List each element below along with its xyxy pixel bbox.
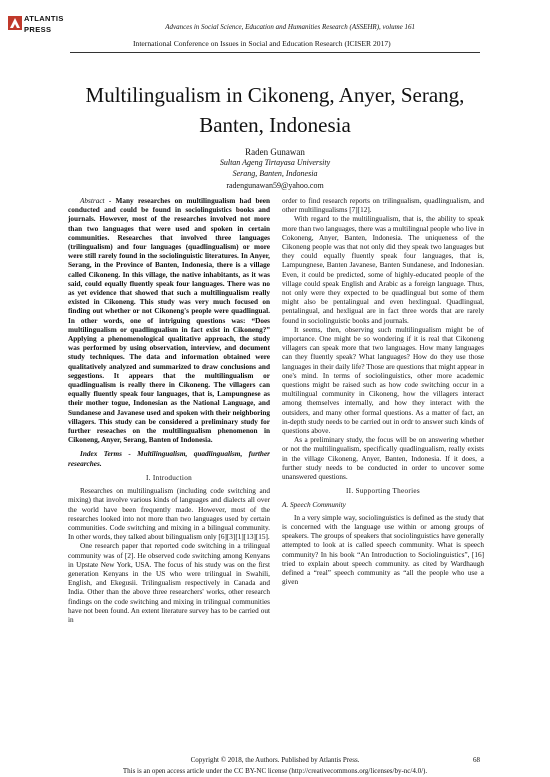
logo-text-line1: ATLANTIS — [24, 14, 64, 23]
abstract-text: - Many researches on multilingualism had been conducted and could be found in sociolinguistics books and journals. However, most of the researches involved not more than two languages that were used and spoken in certain communities. Researches that involved three languages (trilingualism) and four languages (quadlingualism) or more were still rarely found in the sociolinguistic literatures. In Anyer, Serang, in the Province of Banten, Indonesia, there is a village called Cikoneng. In this village, the native inhabitants, as it was said, could equally fluently speak four languages. There was no as yet evidence that showed that such a multilingualism really existed in Cikoneng. This study was very much focused on finding out whether or not Cikoneng's people were quadlingual. In other words, one of intriguing questions was: “Does multilingualism or quadlingualism in fact exist in Cikoneng?” Applying a phenomenological qualitative approach, the study was performed by using observation, interview, and document study techniques. The data and information obtained were qualitatively analyzed and summarized to draw conclusions and seggestions. It appears that the multilingualism or quadlingualism is really there in Cikoneng. The villagers can equally fluently speak four languages, that is, Lampungnese as their mother togue, Indonesian as the National Language, and Sundanese and Javanese used and spoken with their neighboring villagers. This study can be considered a preliminary study for further reseaches on the multilingualism phenomenon in Cikoneng, Anyer, Serang, Banten of Indonesia. — [68, 197, 270, 445]
abstract-label: Abstract — [80, 197, 105, 205]
page-number: 68 — [473, 756, 480, 764]
title-line-1: Multilingualism in Cikoneng, Anyer, Serang, — [85, 83, 465, 107]
copyright-line: Copyright © 2018, the Authors. Published by Atlantis Press. — [190, 756, 360, 764]
left-column — [68, 197, 270, 625]
right-paragraph-2: It seems, then, observing such multilingualism might be of importance. One might be so wondering if it is real that Cikoneng villagers can speak more that two languages. How many languages can they fluently speak? What languages? How do they use those languages in their daily life? Those are questions that might appear in one's mind. In terms of sociolinguistics, other more academic questions might be raised such as how code switching occur in a multilingual community in Cikoneng, how the villagers interact among themselves internally, and how they interact with the outsiders, and many other formal questions. As a matter of fact, an in-depth study needs to be carried out in ordr to answer such kinds of questions above. — [282, 325, 484, 436]
title-line-2: Banten, Indonesia — [199, 113, 351, 137]
section-heading-introduction: I. Introduction — [145, 473, 193, 482]
affiliation-university: Sultan Ageng Tirtayasa University — [219, 158, 331, 167]
author-name: Raden Gunawan — [245, 147, 305, 157]
affiliation-location: Serang, Banten, Indonesia — [232, 169, 318, 178]
right-paragraph-4: In a very simple way, sociolinguistics is defined as the study that is concerned with the language use within or among groups of speakers. The groups of speakers that sociolinguistics have generally attempted to look at is called speech community. What is speech community? In his book “An Introduction to Sociolinguistics”, [16] tried to explain about speech community. as cited by Wardhaugh defined a “real” speech community as “all the people who use a given — [282, 513, 484, 587]
header-rule — [70, 52, 480, 53]
conference-header: International Conference on Issues in Social and Education Research (ICISER 2017) — [133, 39, 391, 48]
intro-paragraph-2: One research paper that reported code switching in a trilingual community was of [2]. He observed code switching among Kenyans in Upstate New York, USA. The focus of his study was on the first generation Kenyans in the US who were trilingual in Swahili, English, and Ekegusii. Trilingualism respectively in Canada and India. Other than the above three researchers' works, other research findings on the code switching and mixing in trilingual communities have not been found. An extent literature survey has to be carried out in — [68, 542, 270, 624]
license-line: This is an open access article under the CC BY-NC license (http://creativecommons.org/licenses/by-nc/4.0/). — [122, 767, 428, 775]
right-paragraph-3: As a preliminary study, the focus will be on answering whether or not the multilingualism, specifically quadlingualism, really exists in the village Cikoneng, Anyer, Banten, Indonesia. If it does, a further study needs to be conducted in order to uncover some unanswered questions. — [282, 436, 484, 482]
paper-title — [40, 80, 510, 140]
right-paragraph-0: order to find research reports on trilingualism, quadlingualism, and other multilingualisms [7][12]. — [282, 197, 484, 215]
subsection-heading-speech-community: A. Speech Community — [282, 500, 346, 509]
series-header: Advances in Social Science, Education and Humanities Research (ASSEHR), volume 161 — [165, 23, 415, 31]
logo-text-line2: PRESS — [24, 25, 52, 34]
intro-paragraph-1: Researches on multilingualism (including code switching and mixing) that involve various kinds of languages and dialects all over the world have been frequently made. However, most of the researches looked into not more than two languages used by certain communities. Code switching and mixing in a bilingual community. In other words, they talked about bilingualism only [6][3][1][13][15]. — [68, 487, 270, 542]
right-paragraph-1: With regard to the multilingualism, that is, the ability to speak more than two languages, there was a multilingual people who live in Cokoneng, Anyer, Banten, Indonesia. The uniqueness of the Cikoneng people was that not only did they speak two languages but they could equally fluently speak four languages, that is, Lampungnese, Banten Javanese, Banten Sundanese, and Indonesian. Even, it could be predicted, some of highly-educated people of the village could speak English and Arabic as a foreign language. Thus, not only were they expected to be quadlingual but some of them might also be pentalingual and even hexlingual. Quadlingual, pentalingual, and hexligual are in fact three words that are rarely found in sociolinguistic books and journals. — [282, 215, 484, 325]
section-heading-supporting-theories: II. Supporting Theories — [345, 487, 421, 496]
author-email: radengunawan59@yahoo.com — [226, 181, 324, 190]
index-terms: Index Terms - Multilingualism, quadlingualism, further researches. — [68, 450, 270, 468]
right-column — [282, 197, 484, 587]
abstract — [68, 197, 270, 445]
